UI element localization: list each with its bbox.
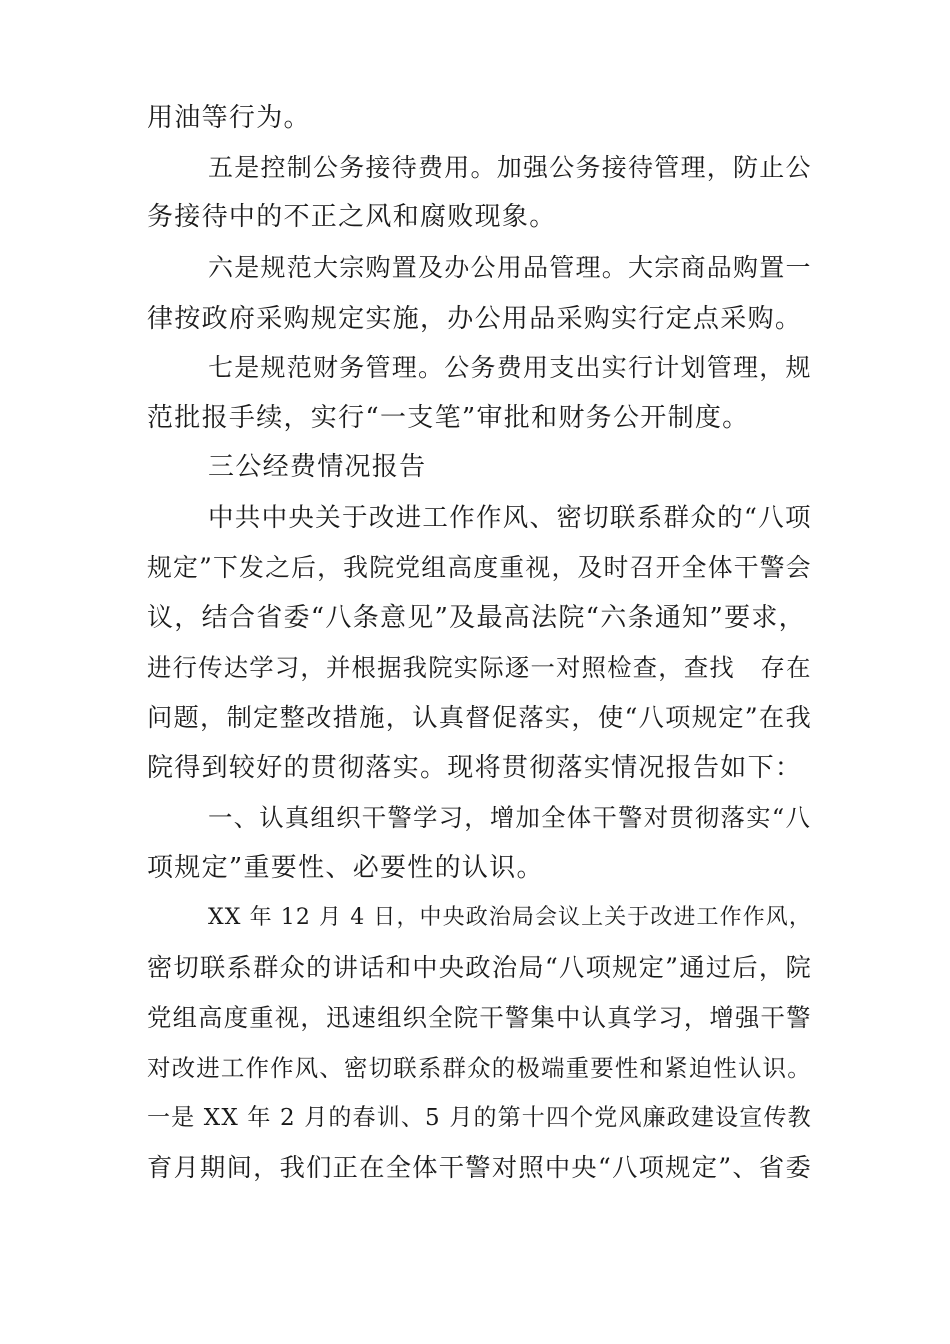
text-line: XX 年 12 月 4 日，中央政治局会议上关于改进工作作风， [208,905,812,930]
text-line: 一、认真组织干警学习，增加全体干警对贯彻落实“八 [208,803,812,832]
text-line: 议，结合省委“八条意见”及最高法院“六条通知”要求， [147,603,806,633]
text-line: 中共中央关于改进工作作风、密切联系群众的“八项 [208,503,812,533]
section-heading: 三公经费情况报告 [208,452,427,482]
text-line: 项规定”重要性、必要性的认识。 [147,853,544,883]
text-line: 用油等行为。 [147,103,311,133]
text-line: 进行传达学习，并根据我院实际逐一对照检查，查找 存在 [147,653,812,682]
text-line: 党组高度重视，迅速组织全院干警集中认真学习，增强干警 [147,1003,812,1032]
text-line: 问题，制定整改措施，认真督促落实，使“八项规定”在我 [147,703,812,732]
text-line: 密切联系群众的讲话和中央政治局“八项规定”通过后，院 [147,953,812,982]
text-line: 一是 XX 年 2 月的春训、5 月的第十四个党风廉政建设宣传教 [147,1105,812,1131]
text-line: 院得到较好的贯彻落实。现将贯彻落实情况报告如下： [147,753,803,783]
text-line: 育月期间，我们正在全体干警对照中央“八项规定”、省委 [147,1153,812,1182]
text-line: 务接待中的不正之风和腐败现象。 [147,202,557,232]
text-line: 范批报手续，实行“一支笔”审批和财务公开制度。 [147,403,750,433]
text-line: 对改进工作作风、密切联系群众的极端重要性和紧迫性认识。 [147,1054,812,1082]
text-line: 规定”下发之后，我院党组高度重视，及时召开全体干警会 [147,553,812,582]
text-line: 律按政府采购规定实施，办公用品采购实行定点采购。 [147,304,803,334]
text-line: 七是规范财务管理。公务费用支出实行计划管理，规 [208,353,812,382]
text-line: 六是规范大宗购置及办公用品管理。大宗商品购置一 [208,253,812,282]
text-line: 五是控制公务接待费用。加强公务接待管理，防止公 [208,153,812,182]
